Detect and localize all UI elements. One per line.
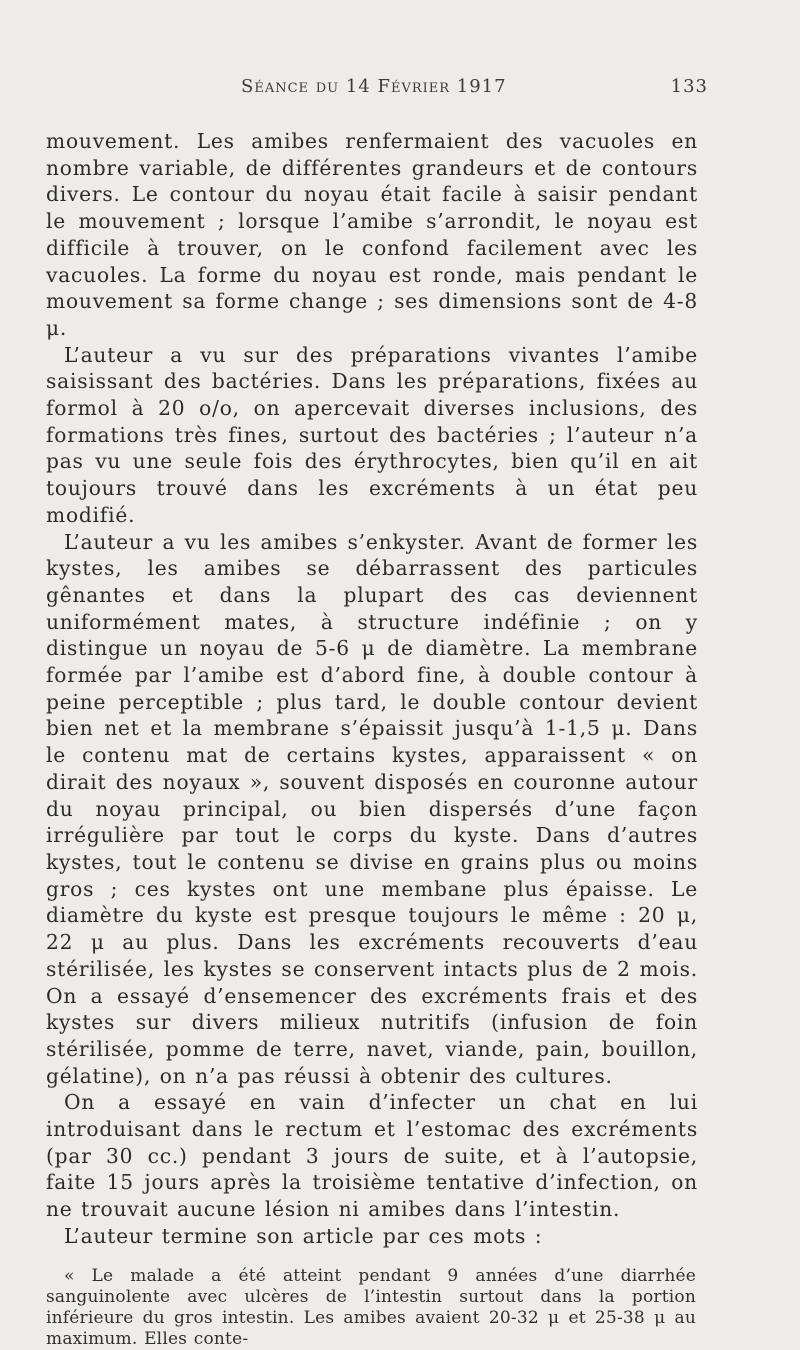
paragraph-4: On a essayé en vain d’infecter un chat en lui introduisant dans le rectum et l’estomac des excréments (par 30 cc.) pendant 3 jours de suite, et à l’autopsie, faite 15 jours après la troisième tentative d’infection, on ne trouvait aucune lésion ni amibes dans l’intestin. xyxy=(46,1090,698,1222)
main-text xyxy=(46,128,698,1250)
running-header xyxy=(46,72,708,104)
paragraph-5: L’auteur termine son article par ces mots : xyxy=(64,1223,543,1248)
page-number: 133 xyxy=(670,76,708,97)
paragraph-3: L’auteur a vu les amibes s’enkyster. Avant de former les kystes, les amibes se débarrassent des particules gênantes et dans la plupart des cas deviennent uniformément mates, à structure indéfinie ; on y distingue un noyau de 5-6 μ de diamètre. La membrane formée par l’amibe est d’abord fine, à double contour à peine perceptible ; plus tard, le double contour devient bien net et la membrane s’épaissit jusqu’à 1-1,5 μ. Dans le contenu mat de certains kystes, apparaissent « on dirait des noyaux », souvent disposés en couronne autour du noyau principal, ou bien dispersés d’une façon irrégulière par tout le corps du kyste. Dans d’autres kystes, tout le contenu se divise en grains plus ou moins gros ; ces kystes ont une membane plus épaisse. Le diamètre du kyste est presque toujours le même : 20 μ, 22 μ au plus. Dans les excréments recouverts d’eau stérilisée, les kystes se conservent intacts plus de 2 mois. On a essayé d’ensemencer des excréments frais et des kystes sur divers milieux nutritifs (infusion de foin stérilisée, pomme de terre, navet, viande, pain, bouillon, gélatine), on n’a pas réussi à obtenir des cultures. xyxy=(46,529,698,1088)
paragraph-1: mouvement. Les amibes renfermaient des vacuoles en nombre variable, de différentes grandeurs et de contours divers. Le contour du noyau était facile à saisir pendant le mouvement ; lorsque l’amibe s’arrondit, le noyau est difficile à trouver, on le confond facilement avec les vacuoles. La forme du noyau est ronde, mais pendant le mouvement sa forme change ; ses dimensions sont de 4-8 μ. xyxy=(46,129,698,340)
quotation-block xyxy=(46,1266,696,1350)
running-title: Séance du 14 Février 1917 xyxy=(241,76,507,97)
paragraph-2: L’auteur a vu sur des préparations vivantes l’amibe saisissant des bactéries. Dans les préparations, fixées au formol à 20 o/o, on apercevait diverses inclusions, des formations très fines, surtout des bactéries ; l’auteur n’a pas vu une seule fois des érythrocytes, bien qu’il en ait toujours trouvé dans les excréments à un état peu modifié. xyxy=(46,342,698,527)
quotation-text: « Le malade a été atteint pendant 9 années d’une diarrhée sanguinolente avec ulcères de l’intestin surtout dans la portion inférieure du gros intestin. Les amibes avaient 20-32 μ et 25-38 μ au maximum. Elles conte- xyxy=(46,1265,696,1349)
